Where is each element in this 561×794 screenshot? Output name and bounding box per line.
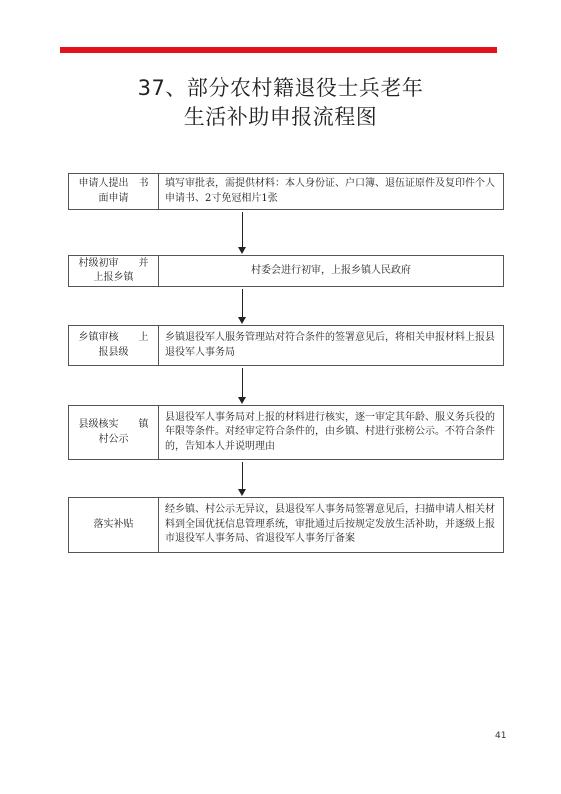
flow-arrow-down-icon <box>238 289 248 324</box>
step-label: 落实补贴 <box>69 498 159 552</box>
document-subtitle: 生活补助申报流程图 <box>183 105 378 129</box>
step-label: 申请人提出 书面申请 <box>69 174 159 209</box>
page-number: 41 <box>495 731 507 741</box>
step-description: 县退役军人事务局对上报的材料进行核实，逐一审定其年龄、服义务兵役的年限等条件。对经审定符合条件的，由乡镇、村进行张榜公示。不符合条件的，告知本人并说明理由 <box>165 411 495 452</box>
step-description: 经乡镇、村公示无异议，县退役军人事务局签署意见后，扫描申请人相关材料到全国优抚信息管理系统，审批通过后按规定发放生活补助，并逐级上报市退役军人事务局、省退役军人事务厅备案 <box>165 504 495 545</box>
flow-arrow-down-icon <box>238 368 248 404</box>
document-title: 37、部分农村籍退役士兵老年 <box>137 76 424 100</box>
step-description: 乡镇退役军人服务管理站对符合条件的签署意见后，将相关申报材料上报县退役军人事务局 <box>165 332 495 358</box>
flow-arrow-down-icon <box>238 212 248 254</box>
flow-step-county-verification <box>68 405 504 460</box>
step-label: 村级初审 并上报乡镇 <box>69 256 159 286</box>
flow-arrow-down-icon <box>238 462 248 496</box>
top-red-rule <box>60 47 497 53</box>
step-label: 县级核实 镇村公示 <box>69 406 159 459</box>
step-description: 填写审批表，需提供材料：本人身份证、户口簿、退伍证原件及复印件个人申请书、2寸免冠相片1张 <box>165 178 495 204</box>
step-label: 乡镇审核 上报县级 <box>69 326 159 365</box>
flow-step-application <box>68 173 504 210</box>
step-description: 村委会进行初审，上报乡镇人民政府 <box>251 264 411 276</box>
flow-step-subsidy-implementation <box>68 497 504 553</box>
flow-step-village-review <box>68 255 504 287</box>
flow-step-township-review <box>68 325 504 366</box>
